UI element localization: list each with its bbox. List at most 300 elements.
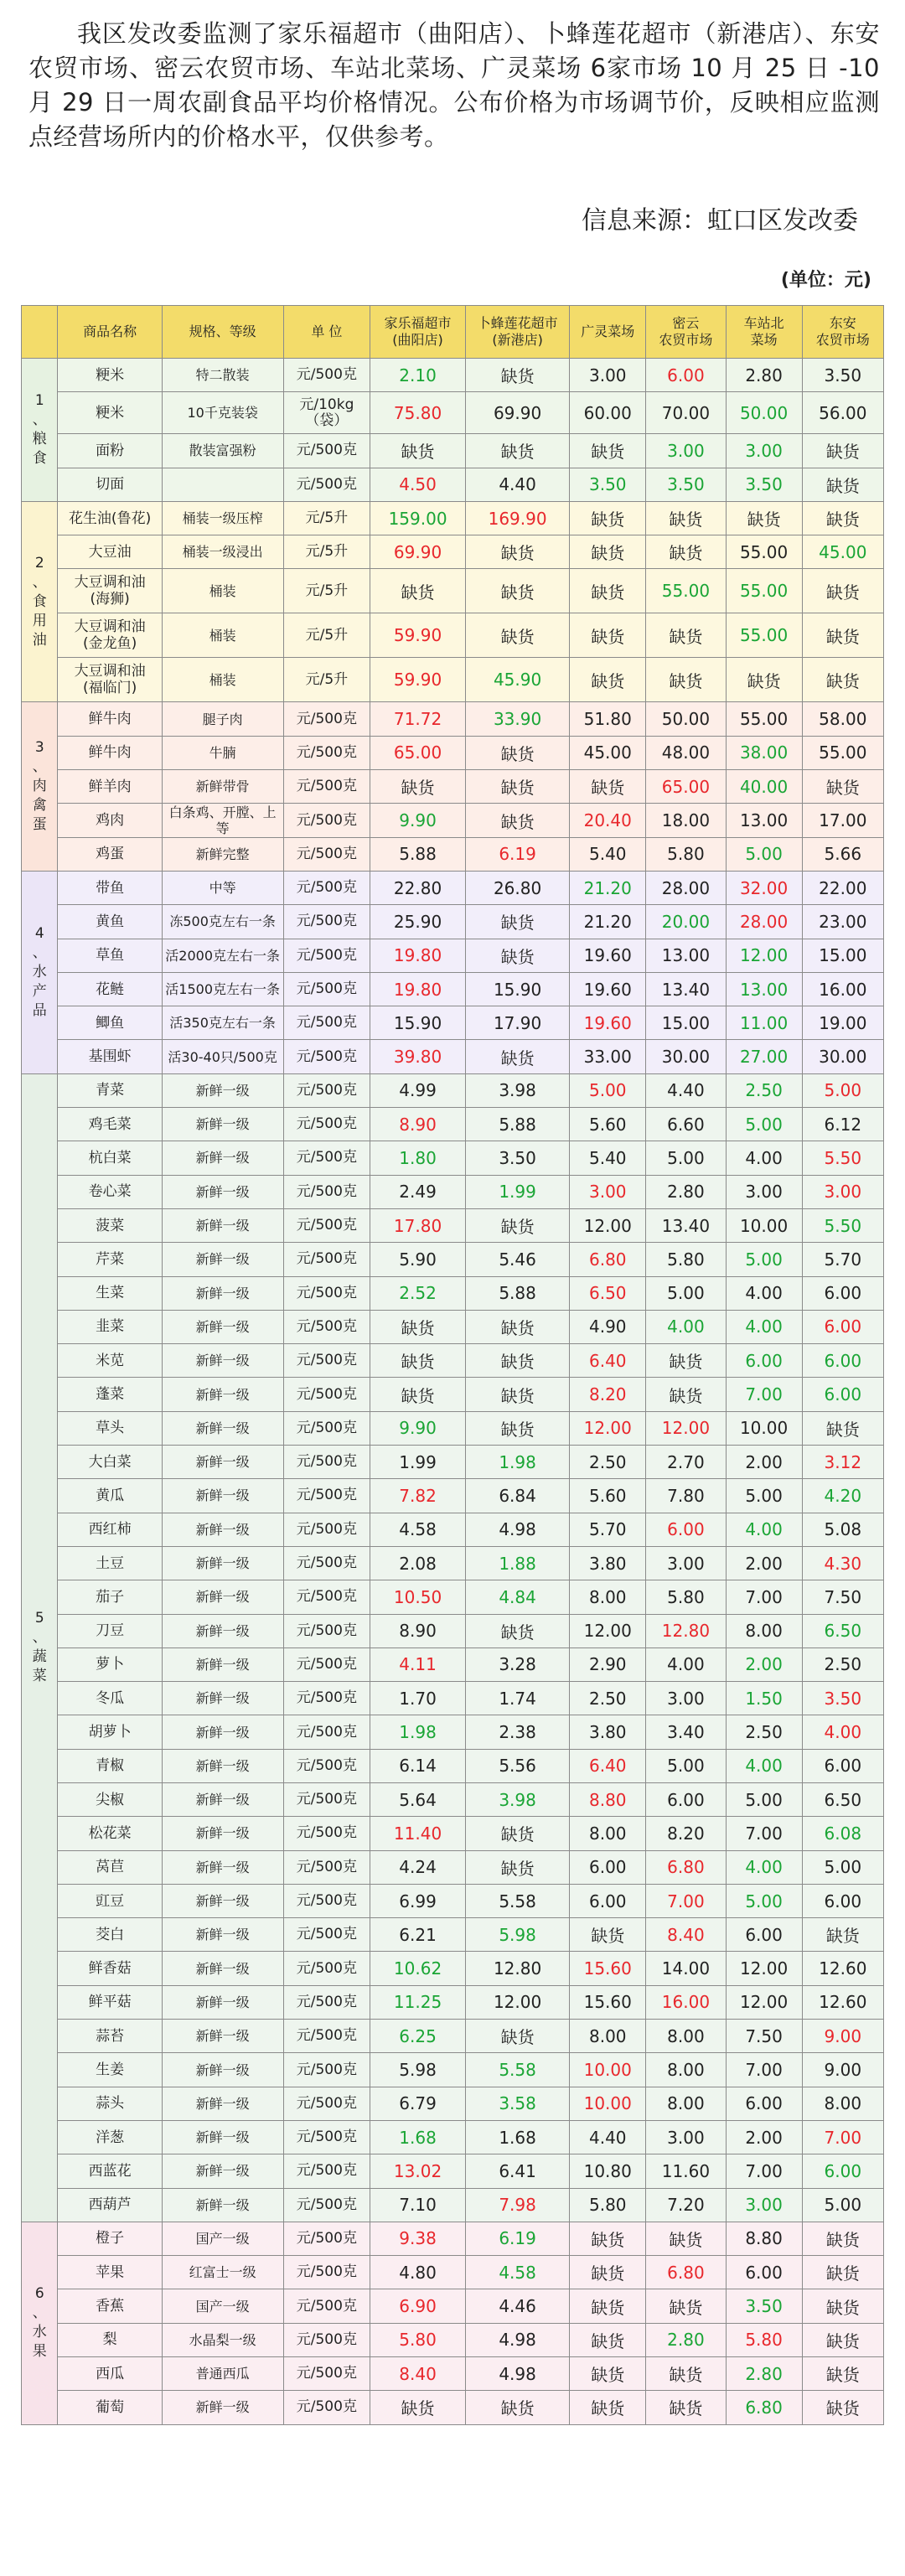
table-body bbox=[22, 359, 884, 2425]
price-cell: 6.00 bbox=[802, 1310, 883, 1343]
product-name: 尖椒 bbox=[58, 1782, 162, 1816]
category-char: 粮 bbox=[32, 430, 47, 447]
price-cell: 缺货 bbox=[465, 1850, 569, 1884]
price-cell: 6.00 bbox=[646, 359, 726, 392]
price-cell: 7.80 bbox=[646, 1479, 726, 1513]
price-cell: 4.00 bbox=[726, 1513, 802, 1546]
unit-cell: 元/500克 bbox=[283, 1006, 370, 1040]
price-cell: 3.50 bbox=[646, 468, 726, 501]
price-cell: 11.25 bbox=[370, 1985, 466, 2019]
price-cell: 缺货 bbox=[570, 535, 646, 569]
price-cell: 51.80 bbox=[570, 702, 646, 736]
price-cell: 3.00 bbox=[726, 1175, 802, 1208]
column-header bbox=[22, 306, 58, 359]
price-cell: 6.14 bbox=[370, 1749, 466, 1782]
unit-cell: 元/500克 bbox=[283, 1310, 370, 1343]
price-cell: 40.00 bbox=[726, 770, 802, 804]
price-cell: 169.90 bbox=[465, 501, 569, 535]
price-cell: 3.40 bbox=[646, 1715, 726, 1749]
price-cell: 缺货 bbox=[570, 2323, 646, 2356]
price-cell: 8.00 bbox=[726, 1614, 802, 1648]
price-cell: 1.70 bbox=[370, 1682, 466, 1715]
unit-cell: 元/500克 bbox=[283, 1850, 370, 1884]
price-cell: 缺货 bbox=[802, 613, 883, 658]
unit-cell: 元/500克 bbox=[283, 1614, 370, 1648]
table-row bbox=[22, 804, 884, 837]
price-cell: 2.50 bbox=[726, 1073, 802, 1107]
price-cell: 缺货 bbox=[465, 359, 569, 392]
table-header bbox=[22, 306, 884, 359]
price-cell: 4.40 bbox=[646, 1073, 726, 1107]
spec-grade: 新鲜一级 bbox=[162, 1073, 283, 1107]
price-cell: 55.00 bbox=[726, 535, 802, 569]
table-row bbox=[22, 1985, 884, 2019]
spec-grade: 桶装 bbox=[162, 569, 283, 613]
unit-cell: 元/500克 bbox=[283, 905, 370, 939]
price-cell: 2.50 bbox=[802, 1648, 883, 1681]
price-cell: 11.60 bbox=[646, 2154, 726, 2188]
unit-cell: 元/500克 bbox=[283, 1479, 370, 1513]
unit-cell: 元/500克 bbox=[283, 2188, 370, 2222]
unit-cell: 元/500克 bbox=[283, 2357, 370, 2391]
price-cell: 缺货 bbox=[370, 1378, 466, 1411]
price-cell: 缺货 bbox=[802, 468, 883, 501]
price-cell: 6.40 bbox=[570, 1344, 646, 1378]
product-name: 葡萄 bbox=[58, 2391, 162, 2424]
price-cell: 8.80 bbox=[570, 1782, 646, 1816]
price-cell: 6.00 bbox=[802, 1378, 883, 1411]
category-char: 3 bbox=[34, 739, 44, 757]
price-cell: 5.98 bbox=[370, 2053, 466, 2087]
price-cell: 缺货 bbox=[465, 1378, 569, 1411]
table-row bbox=[22, 501, 884, 535]
price-cell: 缺货 bbox=[465, 434, 569, 468]
price-cell: 12.60 bbox=[802, 1985, 883, 2019]
price-cell: 缺货 bbox=[465, 2391, 569, 2424]
product-name: 鲜香菇 bbox=[58, 1952, 162, 1985]
price-cell: 1.68 bbox=[370, 2120, 466, 2154]
price-cell: 3.50 bbox=[465, 1141, 569, 1175]
price-cell: 12.00 bbox=[726, 1985, 802, 2019]
price-cell: 5.88 bbox=[465, 1108, 569, 1141]
price-cell: 5.00 bbox=[646, 1276, 726, 1310]
price-cell: 10.00 bbox=[570, 2087, 646, 2120]
price-cell: 5.66 bbox=[802, 837, 883, 871]
price-cell: 缺货 bbox=[802, 2256, 883, 2289]
spec-grade: 新鲜一级 bbox=[162, 1513, 283, 1546]
unit-cell: 元/500克 bbox=[283, 871, 370, 904]
price-cell: 8.20 bbox=[570, 1378, 646, 1411]
price-cell: 5.00 bbox=[726, 1108, 802, 1141]
price-cell: 71.72 bbox=[370, 702, 466, 736]
unit-cell: 元/500克 bbox=[283, 1378, 370, 1411]
price-cell: 5.80 bbox=[646, 1580, 726, 1614]
price-cell: 38.00 bbox=[726, 736, 802, 769]
unit-cell: 元/500克 bbox=[283, 2053, 370, 2087]
price-cell: 48.00 bbox=[646, 736, 726, 769]
spec-grade: 新鲜一级 bbox=[162, 1141, 283, 1175]
price-cell: 5.60 bbox=[570, 1108, 646, 1141]
product-name: 青菜 bbox=[58, 1073, 162, 1107]
price-cell: 缺货 bbox=[465, 1040, 569, 1073]
product-name: 蒜苔 bbox=[58, 2020, 162, 2053]
price-cell: 缺货 bbox=[465, 939, 569, 972]
table-row bbox=[22, 2256, 884, 2289]
price-cell: 5.90 bbox=[370, 1243, 466, 1276]
product-name: 梨 bbox=[58, 2323, 162, 2356]
price-cell: 缺货 bbox=[570, 2256, 646, 2289]
table-row bbox=[22, 1006, 884, 1040]
table-row bbox=[22, 2020, 884, 2053]
category-label bbox=[22, 1073, 58, 2222]
price-cell: 6.80 bbox=[726, 2391, 802, 2424]
category-char: 食 bbox=[32, 449, 47, 467]
price-cell: 60.00 bbox=[570, 392, 646, 434]
price-cell: 39.80 bbox=[370, 1040, 466, 1073]
price-cell: 13.00 bbox=[726, 804, 802, 837]
spec-grade: 活1500克左右一条 bbox=[162, 972, 283, 1006]
price-cell: 缺货 bbox=[465, 535, 569, 569]
price-cell: 75.80 bbox=[370, 392, 466, 434]
price-cell: 8.00 bbox=[570, 2020, 646, 2053]
product-name: 茭白 bbox=[58, 1918, 162, 1952]
product-name: 生姜 bbox=[58, 2053, 162, 2087]
price-cell: 6.80 bbox=[646, 2256, 726, 2289]
product-name: 大豆调和油 (金龙鱼) bbox=[58, 613, 162, 658]
unit-cell: 元/500克 bbox=[283, 1985, 370, 2019]
product-name: 蓬菜 bbox=[58, 1378, 162, 1411]
price-cell: 9.90 bbox=[370, 804, 466, 837]
price-cell: 7.00 bbox=[726, 1580, 802, 1614]
price-cell: 69.90 bbox=[465, 392, 569, 434]
spec-grade: 新鲜一级 bbox=[162, 1580, 283, 1614]
price-cell: 4.00 bbox=[646, 1648, 726, 1681]
column-header: 规格、等级 bbox=[162, 306, 283, 359]
price-cell: 10.62 bbox=[370, 1952, 466, 1985]
price-cell: 4.00 bbox=[726, 1276, 802, 1310]
price-table-container bbox=[21, 305, 884, 2425]
price-cell: 4.40 bbox=[570, 2120, 646, 2154]
unit-cell: 元/500克 bbox=[283, 2154, 370, 2188]
column-header: 广灵菜场 bbox=[570, 306, 646, 359]
spec-grade: 特二散装 bbox=[162, 359, 283, 392]
spec-grade: 新鲜一级 bbox=[162, 1276, 283, 1310]
price-cell: 2.50 bbox=[570, 1446, 646, 1479]
price-cell: 30.00 bbox=[646, 1040, 726, 1073]
unit-cell: 元/500克 bbox=[283, 1344, 370, 1378]
product-name: 西蓝花 bbox=[58, 2154, 162, 2188]
unit-cell: 元/500克 bbox=[283, 468, 370, 501]
unit-cell: 元/500克 bbox=[283, 1411, 370, 1445]
price-cell: 缺货 bbox=[465, 1411, 569, 1445]
price-cell: 8.00 bbox=[646, 2053, 726, 2087]
price-cell: 缺货 bbox=[570, 613, 646, 658]
spec-grade: 新鲜一级 bbox=[162, 2391, 283, 2424]
category-char: 肉 bbox=[32, 778, 47, 795]
price-cell: 缺货 bbox=[802, 1411, 883, 1445]
price-cell: 22.00 bbox=[802, 871, 883, 904]
table-row bbox=[22, 2289, 884, 2323]
price-cell: 5.00 bbox=[646, 1749, 726, 1782]
price-cell: 6.84 bbox=[465, 1479, 569, 1513]
product-name: 西葫芦 bbox=[58, 2188, 162, 2222]
price-cell: 6.60 bbox=[646, 1108, 726, 1141]
spec-grade: 国产一级 bbox=[162, 2222, 283, 2255]
price-cell: 6.00 bbox=[726, 1918, 802, 1952]
column-header: 商品名称 bbox=[58, 306, 162, 359]
price-cell: 8.20 bbox=[646, 1817, 726, 1850]
unit-cell: 元/500克 bbox=[283, 1040, 370, 1073]
spec-grade: 普通西瓜 bbox=[162, 2357, 283, 2391]
price-cell: 3.50 bbox=[570, 468, 646, 501]
price-cell: 2.80 bbox=[646, 2323, 726, 2356]
table-row bbox=[22, 972, 884, 1006]
price-cell: 缺货 bbox=[570, 569, 646, 613]
price-cell: 缺货 bbox=[570, 2289, 646, 2323]
price-cell: 7.20 bbox=[646, 2188, 726, 2222]
product-name: 苹果 bbox=[58, 2256, 162, 2289]
spec-grade: 新鲜一级 bbox=[162, 1344, 283, 1378]
price-cell: 缺货 bbox=[370, 2391, 466, 2424]
price-cell: 7.10 bbox=[370, 2188, 466, 2222]
price-cell: 3.80 bbox=[570, 1715, 646, 1749]
price-cell: 缺货 bbox=[370, 569, 466, 613]
spec-grade: 新鲜一级 bbox=[162, 1411, 283, 1445]
price-cell: 10.00 bbox=[726, 1208, 802, 1242]
price-cell: 5.40 bbox=[570, 837, 646, 871]
unit-cell: 元/500克 bbox=[283, 1580, 370, 1614]
price-cell: 1.80 bbox=[370, 1141, 466, 1175]
price-cell: 45.00 bbox=[570, 736, 646, 769]
price-cell: 8.00 bbox=[646, 2087, 726, 2120]
category-char: 、 bbox=[32, 411, 47, 428]
price-cell: 27.00 bbox=[726, 1040, 802, 1073]
price-cell: 10.00 bbox=[726, 1411, 802, 1445]
price-cell: 缺货 bbox=[570, 2222, 646, 2255]
spec-grade: 新鲜一级 bbox=[162, 1850, 283, 1884]
price-cell: 7.50 bbox=[726, 2020, 802, 2053]
price-cell: 12.00 bbox=[726, 1952, 802, 1985]
category-char: 、 bbox=[32, 573, 47, 591]
price-cell: 缺货 bbox=[802, 2323, 883, 2356]
spec-grade: 新鲜一级 bbox=[162, 2087, 283, 2120]
product-name: 切面 bbox=[58, 468, 162, 501]
price-cell: 5.00 bbox=[726, 1884, 802, 1917]
category-char: 用 bbox=[32, 612, 47, 629]
spec-grade: 新鲜一级 bbox=[162, 2188, 283, 2222]
table-row bbox=[22, 1513, 884, 1546]
product-name: 豇豆 bbox=[58, 1884, 162, 1917]
category-label bbox=[22, 871, 58, 1073]
table-row bbox=[22, 1446, 884, 1479]
price-cell: 缺货 bbox=[802, 2357, 883, 2391]
price-cell: 4.80 bbox=[370, 2256, 466, 2289]
table-row bbox=[22, 392, 884, 434]
price-cell: 缺货 bbox=[570, 2391, 646, 2424]
spec-grade: 腿子肉 bbox=[162, 702, 283, 736]
price-cell: 4.00 bbox=[646, 1310, 726, 1343]
table-row bbox=[22, 658, 884, 702]
price-cell: 15.60 bbox=[570, 1952, 646, 1985]
price-cell: 19.60 bbox=[570, 1006, 646, 1040]
category-char: 禽 bbox=[32, 797, 47, 815]
price-cell: 15.00 bbox=[802, 939, 883, 972]
category-char: 、 bbox=[32, 758, 47, 776]
spec-grade: 新鲜一级 bbox=[162, 1446, 283, 1479]
price-cell: 65.00 bbox=[370, 736, 466, 769]
category-char: 产 bbox=[32, 982, 47, 1000]
spec-grade: 水晶梨一级 bbox=[162, 2323, 283, 2356]
table-row bbox=[22, 1208, 884, 1242]
category-label bbox=[22, 359, 58, 502]
price-cell: 13.40 bbox=[646, 1208, 726, 1242]
price-cell: 10.00 bbox=[570, 2053, 646, 2087]
price-cell: 6.99 bbox=[370, 1884, 466, 1917]
spec-grade: 新鲜一级 bbox=[162, 2020, 283, 2053]
price-cell: 6.19 bbox=[465, 837, 569, 871]
table-row bbox=[22, 837, 884, 871]
price-cell: 1.68 bbox=[465, 2120, 569, 2154]
price-cell: 8.00 bbox=[802, 2087, 883, 2120]
price-cell: 6.90 bbox=[370, 2289, 466, 2323]
price-cell: 28.00 bbox=[646, 871, 726, 904]
table-row bbox=[22, 1918, 884, 1952]
product-name: 鲜牛肉 bbox=[58, 736, 162, 769]
table-row bbox=[22, 359, 884, 392]
price-cell: 6.50 bbox=[802, 1614, 883, 1648]
table-row bbox=[22, 1040, 884, 1073]
unit-cell: 元/5升 bbox=[283, 658, 370, 702]
spec-grade bbox=[162, 468, 283, 501]
price-cell: 10.80 bbox=[570, 2154, 646, 2188]
price-cell: 20.00 bbox=[646, 905, 726, 939]
price-cell: 2.38 bbox=[465, 1715, 569, 1749]
unit-cell: 元/500克 bbox=[283, 1952, 370, 1985]
price-cell: 5.80 bbox=[370, 2323, 466, 2356]
price-cell: 缺货 bbox=[370, 1310, 466, 1343]
price-cell: 7.00 bbox=[726, 1817, 802, 1850]
price-cell: 2.00 bbox=[726, 1446, 802, 1479]
product-name: 卷心菜 bbox=[58, 1175, 162, 1208]
column-header: 单 位 bbox=[283, 306, 370, 359]
price-cell: 7.00 bbox=[726, 1378, 802, 1411]
price-cell: 8.00 bbox=[570, 1580, 646, 1614]
category-char: 油 bbox=[32, 631, 47, 649]
table-row bbox=[22, 1850, 884, 1884]
price-cell: 3.50 bbox=[726, 2289, 802, 2323]
price-cell: 5.00 bbox=[802, 2188, 883, 2222]
price-cell: 45.00 bbox=[802, 535, 883, 569]
table-row bbox=[22, 2222, 884, 2255]
price-cell: 55.00 bbox=[726, 569, 802, 613]
price-cell: 4.50 bbox=[370, 468, 466, 501]
category-char: 蛋 bbox=[32, 816, 47, 834]
price-cell: 缺货 bbox=[570, 434, 646, 468]
price-cell: 4.20 bbox=[802, 1479, 883, 1513]
product-name: 青椒 bbox=[58, 1749, 162, 1782]
price-cell: 缺货 bbox=[802, 569, 883, 613]
spec-grade: 桶装 bbox=[162, 613, 283, 658]
price-cell: 3.58 bbox=[465, 2087, 569, 2120]
spec-grade: 冻500克左右一条 bbox=[162, 905, 283, 939]
price-cell: 6.21 bbox=[370, 1918, 466, 1952]
table-row bbox=[22, 1378, 884, 1411]
product-name: 粳米 bbox=[58, 392, 162, 434]
product-name: 面粉 bbox=[58, 434, 162, 468]
spec-grade: 新鲜一级 bbox=[162, 1479, 283, 1513]
product-name: 莴苣 bbox=[58, 1850, 162, 1884]
price-cell: 8.40 bbox=[646, 1918, 726, 1952]
price-cell: 13.00 bbox=[726, 972, 802, 1006]
price-cell: 3.00 bbox=[570, 1175, 646, 1208]
unit-cell: 元/500克 bbox=[283, 2020, 370, 2053]
price-cell: 3.98 bbox=[465, 1782, 569, 1816]
price-cell: 缺货 bbox=[570, 501, 646, 535]
price-cell: 11.00 bbox=[726, 1006, 802, 1040]
unit-cell: 元/500克 bbox=[283, 702, 370, 736]
price-cell: 4.90 bbox=[570, 1310, 646, 1343]
price-cell: 12.00 bbox=[570, 1614, 646, 1648]
price-cell: 缺货 bbox=[465, 1208, 569, 1242]
price-cell: 缺货 bbox=[465, 1310, 569, 1343]
price-cell: 12.80 bbox=[465, 1952, 569, 1985]
spec-grade: 中等 bbox=[162, 871, 283, 904]
spec-grade: 国产一级 bbox=[162, 2289, 283, 2323]
price-cell: 5.98 bbox=[465, 1918, 569, 1952]
product-name: 刀豆 bbox=[58, 1614, 162, 1648]
product-name: 草头 bbox=[58, 1411, 162, 1445]
price-cell: 缺货 bbox=[646, 2289, 726, 2323]
category-char: 菜 bbox=[32, 1668, 47, 1685]
price-cell: 缺货 bbox=[726, 658, 802, 702]
spec-grade: 新鲜一级 bbox=[162, 1817, 283, 1850]
spec-grade: 新鲜一级 bbox=[162, 2053, 283, 2087]
price-cell: 15.60 bbox=[570, 1985, 646, 2019]
price-cell: 55.00 bbox=[646, 569, 726, 613]
product-name: 韭菜 bbox=[58, 1310, 162, 1343]
price-cell: 4.30 bbox=[802, 1546, 883, 1580]
table-row bbox=[22, 1749, 884, 1782]
product-name: 大白菜 bbox=[58, 1446, 162, 1479]
spec-grade: 新鲜一级 bbox=[162, 1243, 283, 1276]
price-cell: 5.64 bbox=[370, 1782, 466, 1816]
unit-cell: 元/500克 bbox=[283, 1208, 370, 1242]
unit-cell: 元/5升 bbox=[283, 613, 370, 658]
price-cell: 56.00 bbox=[802, 392, 883, 434]
price-cell: 缺货 bbox=[370, 770, 466, 804]
spec-grade: 新鲜一级 bbox=[162, 1782, 283, 1816]
table-row bbox=[22, 1884, 884, 1917]
price-cell: 5.08 bbox=[802, 1513, 883, 1546]
price-cell: 3.50 bbox=[726, 468, 802, 501]
price-cell: 缺货 bbox=[465, 804, 569, 837]
category-char: 、 bbox=[32, 1629, 47, 1647]
unit-cell: 元/500克 bbox=[283, 1108, 370, 1141]
price-cell: 9.38 bbox=[370, 2222, 466, 2255]
price-cell: 4.00 bbox=[726, 1749, 802, 1782]
price-cell: 19.00 bbox=[802, 1006, 883, 1040]
product-name: 茄子 bbox=[58, 1580, 162, 1614]
price-cell: 8.80 bbox=[726, 2222, 802, 2255]
price-cell: 缺货 bbox=[465, 1614, 569, 1648]
product-name: 西红柿 bbox=[58, 1513, 162, 1546]
product-name: 基围虾 bbox=[58, 1040, 162, 1073]
price-cell: 5.00 bbox=[726, 837, 802, 871]
price-cell: 缺货 bbox=[570, 770, 646, 804]
price-cell: 12.00 bbox=[570, 1208, 646, 1242]
price-cell: 缺货 bbox=[802, 658, 883, 702]
price-cell: 6.80 bbox=[570, 1243, 646, 1276]
